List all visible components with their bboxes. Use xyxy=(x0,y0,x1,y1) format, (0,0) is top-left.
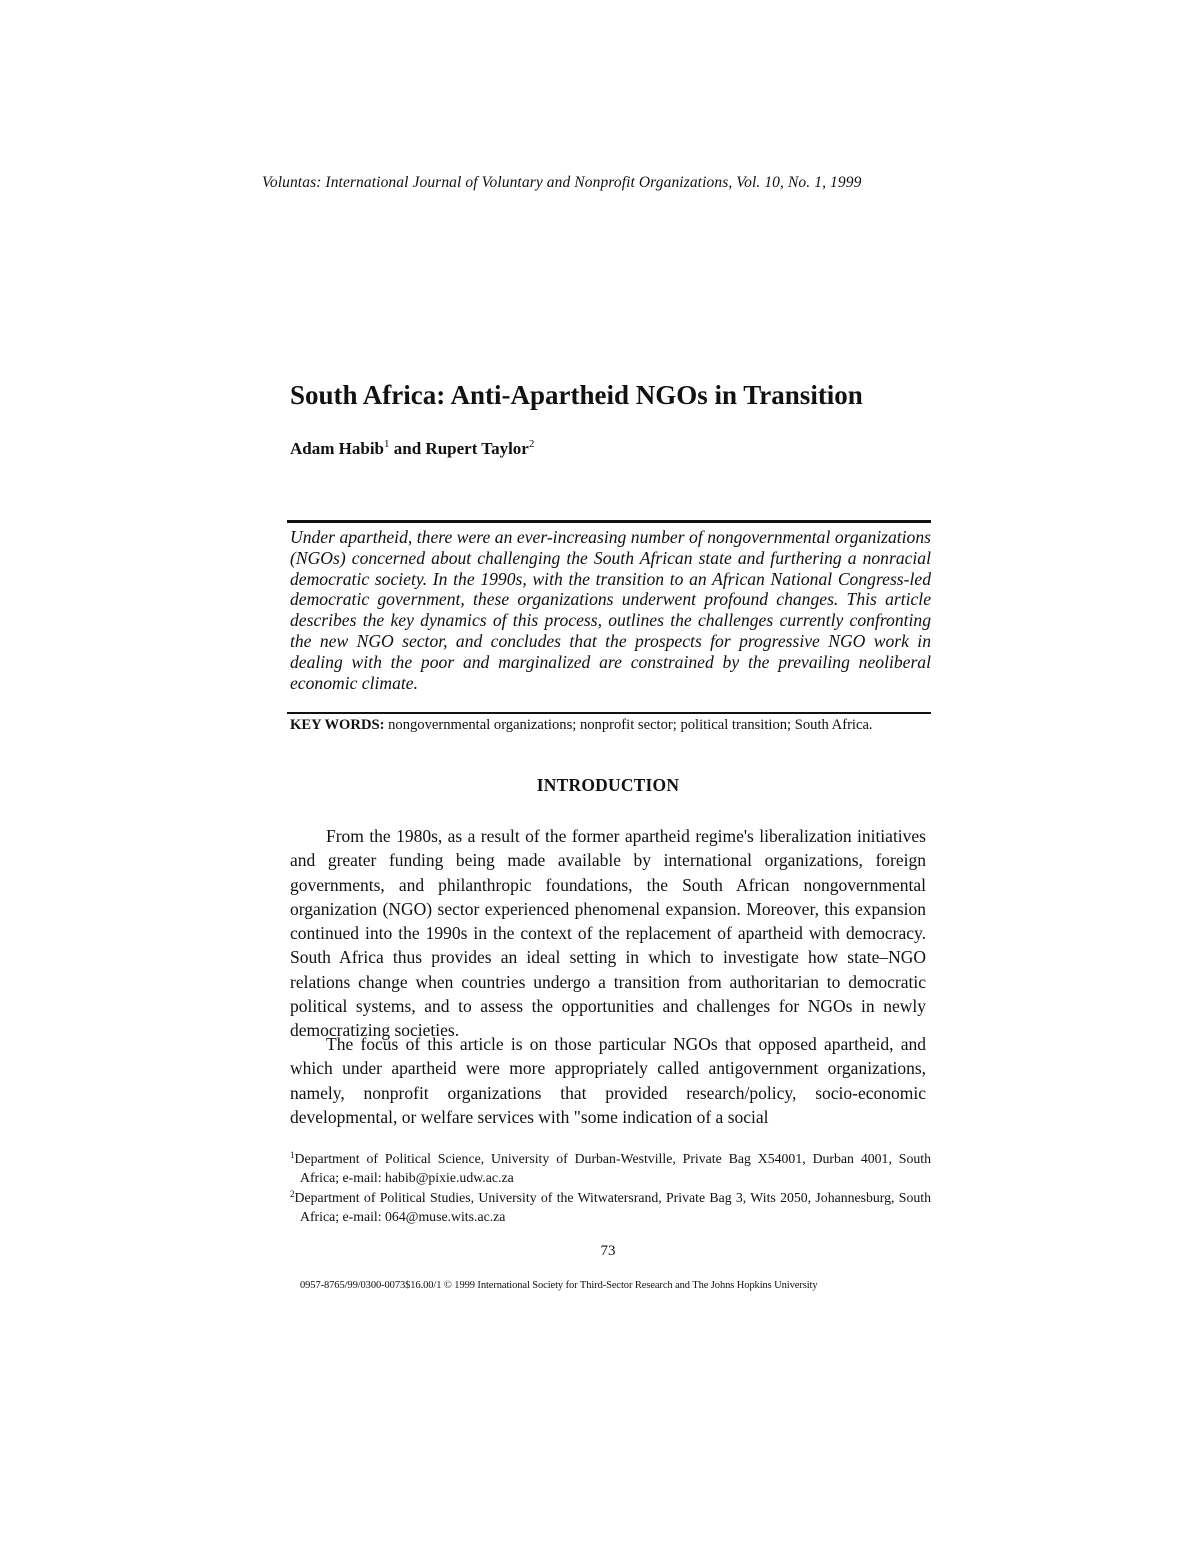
footnote-mark: 2 xyxy=(290,1189,295,1199)
abstract-top-rule xyxy=(287,520,931,523)
author-name: Adam Habib xyxy=(290,439,384,458)
footnote-mark: 1 xyxy=(290,1150,295,1160)
author-name: Rupert Taylor xyxy=(425,439,529,458)
footnote-marker[interactable]: 2 xyxy=(528,438,535,450)
footnote xyxy=(290,1188,931,1226)
paragraph: From the 1980s, as a result of the former apartheid regime's liberalization initiatives and greater funding being made available by international organizations, foreign governments, and philanthropic foundations, the South African nongovernmental organization (NGO) sector experienced phenomenal expansion. Moreover, this expansion continued into the 1990s in the context of the replacement of apartheid with democracy. South Africa thus provides an ideal setting in which to investigate how state–NGO relations change when countries undergo a transition from authoritarian to democratic political systems, and to assess the opportunities and challenges for NGOs in newly democratizing societies. xyxy=(290,826,926,1041)
section-heading-introduction: INTRODUCTION xyxy=(536,775,680,795)
footnote xyxy=(290,1149,931,1187)
running-head: Voluntas: International Journal of Voluntary and Nonprofit Organizations, Vol. 10, No. 1, 1999 xyxy=(262,174,862,191)
footnote-marker[interactable]: 1 xyxy=(384,438,390,450)
keywords-text: nongovernmental organizations; nonprofit sector; political transition; South Africa. xyxy=(384,717,873,733)
copyright-imprint: 0957-8765/99/0300-0073$16.00/1 © 1999 International Society for Third-Sector Research and The Johns Hopkins University xyxy=(300,1280,818,1291)
body-text xyxy=(290,824,926,1043)
author-conjunction: and xyxy=(389,439,426,458)
author-line xyxy=(290,439,534,459)
paragraph: The focus of this article is on those particular NGOs that opposed apartheid, and which under apartheid were more appropriately called antigovernment organizations, namely, nonprofit organizations that provided research/policy, socio-economic developmental, or welfare services with "some indication of a social xyxy=(290,1034,926,1127)
page-number: 73 xyxy=(600,1243,616,1259)
footnote-text: Department of Political Studies, University of the Witwatersrand, Private Bag 3, Wits 2050, Johannesburg, South Africa; e-mail: 064@muse.wits.ac.za xyxy=(294,1190,931,1224)
article-title: South Africa: Anti-Apartheid NGOs in Transition xyxy=(290,380,863,410)
keywords-label: KEY WORDS: xyxy=(290,717,385,733)
footnotes xyxy=(290,1149,931,1227)
abstract: Under apartheid, there were an ever-increasing number of nongovernmental organizations (NGOs) concerned about challenging the South African state and furthering a nonracial democratic society. In the 1990s, with the transition to an African National Congress-led democratic government, these organizations underwent profound changes. This article describes the key dynamics of this process, outlines the challenges currently confronting the new NGO sector, and concludes that the prospects for progressive NGO work in dealing with the poor and marginalized are constrained by the prevailing neoliberal economic climate. xyxy=(290,527,931,693)
keywords xyxy=(290,717,931,734)
body-text xyxy=(290,1032,926,1129)
footnote-text: Department of Political Science, University of Durban-Westville, Private Bag X54001, Durban 4001, South Africa; e-mail: habib@pixie.udw.ac.za xyxy=(294,1151,931,1185)
abstract-bottom-rule xyxy=(287,712,931,714)
